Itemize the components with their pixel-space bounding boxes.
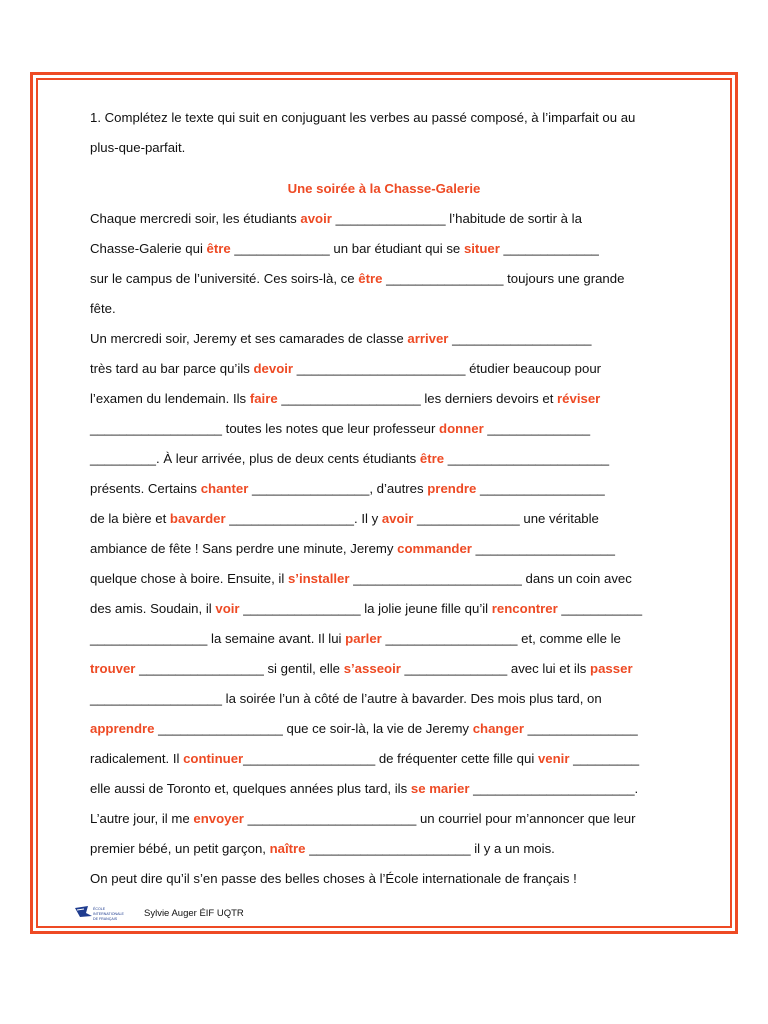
text-segment: __________________ et, comme elle le — [381, 631, 621, 646]
text-segment: __________________ de fréquenter cette fille qui — [243, 751, 538, 766]
verb-to-conjugate: être — [206, 241, 231, 256]
ecole-logo-icon — [74, 904, 130, 926]
text-segment: __________________ la soirée l’un à côté de l’autre à bavarder. Des mois plus tard, on — [90, 691, 602, 706]
text-segment: sur le campus de l’université. Ces soirs-là, ce — [90, 271, 359, 286]
text-segment: ______________ une véritable — [413, 511, 599, 526]
logo-text-line: ÉCOLE — [93, 907, 106, 911]
text-segment: _________________. Il y — [225, 511, 382, 526]
text-segment: radicalement. Il — [90, 751, 184, 766]
text-line — [90, 631, 621, 647]
verb-to-conjugate: rencontrer — [491, 601, 558, 616]
text-segment: l’examen du lendemain. Ils — [90, 391, 250, 406]
footer-author: Sylvie Auger ÉIF UQTR — [144, 908, 244, 919]
text-line — [90, 391, 600, 407]
text-line — [90, 211, 582, 227]
text-line — [90, 301, 116, 317]
text-line — [90, 601, 642, 617]
text-line — [90, 871, 577, 887]
verb-to-conjugate: changer — [472, 721, 524, 736]
text-segment: ______________ avec lui et ils — [400, 661, 591, 676]
verb-to-conjugate: parler — [345, 631, 382, 646]
verb-to-conjugate: avoir — [381, 511, 414, 526]
text-segment: L’autre jour, il me — [90, 811, 194, 826]
text-segment: de la bière et — [90, 511, 170, 526]
text-line — [90, 541, 615, 557]
text-segment: ______________________ — [444, 451, 610, 466]
verb-to-conjugate: se marier — [410, 781, 470, 796]
text-segment: _____________ — [499, 241, 599, 256]
text-segment: _________________ si gentil, elle — [135, 661, 344, 676]
logo-text-line: DE FRANÇAIS — [93, 917, 118, 921]
exercise-instruction-continued: plus-que-parfait. — [90, 140, 186, 155]
text-line — [90, 751, 639, 767]
verb-to-conjugate: naître — [269, 841, 306, 856]
text-segment: ________________ la jolie jeune fille qu’il — [239, 601, 492, 616]
text-segment: ___________________ les derniers devoirs et — [277, 391, 558, 406]
text-segment: ________________ la semaine avant. Il lui — [90, 631, 346, 646]
text-segment: _________________ — [476, 481, 605, 496]
text-segment: ___________________ — [448, 331, 592, 346]
verb-to-conjugate: voir — [215, 601, 240, 616]
text-title: Une soirée à la Chasse-Galerie — [287, 181, 481, 196]
verb-to-conjugate: situer — [463, 241, 500, 256]
text-segment: ___________ — [557, 601, 643, 616]
verb-to-conjugate: trouver — [90, 661, 136, 676]
verb-to-conjugate: passer — [590, 661, 633, 676]
logo-text-line: INTERNATIONALE — [93, 912, 124, 916]
text-line — [90, 661, 633, 677]
verb-to-conjugate: faire — [249, 391, 278, 406]
verb-to-conjugate: devoir — [253, 361, 294, 376]
text-segment: _____________ un bar étudiant qui se — [230, 241, 464, 256]
text-segment: On peut dire qu’il s’en passe des belles choses à l’École internationale de français ! — [90, 871, 577, 886]
verb-to-conjugate: continuer — [183, 751, 244, 766]
text-line — [90, 811, 636, 827]
verb-to-conjugate: envoyer — [193, 811, 244, 826]
text-segment: Chasse-Galerie qui — [90, 241, 207, 256]
verb-to-conjugate: s’asseoir — [343, 661, 401, 676]
text-segment: ______________________. — [469, 781, 639, 796]
verb-to-conjugate: s’installer — [287, 571, 350, 586]
text-segment: ________________ toujours une grande — [382, 271, 625, 286]
exercise-instruction: 1. Complétez le texte qui suit en conjuguant les verbes au passé composé, à l’imparfait ou au — [90, 110, 636, 125]
verb-to-conjugate: venir — [537, 751, 570, 766]
verb-to-conjugate: arriver — [407, 331, 449, 346]
verb-to-conjugate: chanter — [200, 481, 249, 496]
text-segment: ______________________ il y a un mois. — [305, 841, 555, 856]
text-segment: _______________ l’habitude de sortir à la — [331, 211, 582, 226]
text-segment: _______________________ étudier beaucoup pour — [293, 361, 602, 376]
page-border-inner — [36, 78, 732, 928]
text-segment: des amis. Soudain, il — [90, 601, 216, 616]
verb-to-conjugate: être — [419, 451, 445, 466]
text-line — [90, 571, 632, 587]
text-segment: Chaque mercredi soir, les étudiants — [90, 211, 301, 226]
text-line — [90, 361, 601, 377]
verb-to-conjugate: avoir — [300, 211, 332, 226]
text-line — [90, 721, 638, 737]
verb-to-conjugate: donner — [439, 421, 484, 436]
text-segment: _________ — [569, 751, 640, 766]
verb-to-conjugate: réviser — [557, 391, 601, 406]
verb-to-conjugate: être — [358, 271, 383, 286]
text-line — [90, 271, 624, 287]
text-line — [90, 511, 599, 527]
text-line — [90, 331, 591, 347]
verb-to-conjugate: commander — [397, 541, 472, 556]
verb-to-conjugate: apprendre — [90, 721, 155, 736]
text-line — [90, 241, 599, 257]
text-segment: ambiance de fête ! Sans perdre une minute, Jeremy — [90, 541, 398, 556]
text-segment: Un mercredi soir, Jeremy et ses camarades de classe — [90, 331, 408, 346]
text-segment: très tard au bar parce qu’ils — [90, 361, 254, 376]
text-line — [90, 841, 555, 857]
text-line — [90, 451, 609, 467]
text-segment: fête. — [90, 301, 116, 316]
text-line — [90, 691, 602, 707]
text-segment: quelque chose à boire. Ensuite, il — [90, 571, 288, 586]
text-line — [90, 421, 590, 437]
text-segment: elle aussi de Toronto et, quelques années plus tard, ils — [90, 781, 411, 796]
text-segment: ______________ — [483, 421, 591, 436]
text-line — [90, 481, 605, 497]
text-segment: _________________ que ce soir-là, la vie de Jeremy — [154, 721, 473, 736]
verb-to-conjugate: prendre — [427, 481, 477, 496]
text-segment: _________. À leur arrivée, plus de deux cents étudiants — [90, 451, 420, 466]
text-line — [90, 781, 638, 797]
text-segment: présents. Certains — [90, 481, 201, 496]
text-segment: _______________________ dans un coin avec — [349, 571, 632, 586]
text-segment: ___________________ — [471, 541, 615, 556]
text-segment: _______________ — [524, 721, 638, 736]
verb-to-conjugate: bavarder — [169, 511, 226, 526]
text-segment: ________________, d’autres — [248, 481, 428, 496]
text-segment: premier bébé, un petit garçon, — [90, 841, 270, 856]
text-segment: _______________________ un courriel pour m’annoncer que leur — [243, 811, 636, 826]
text-segment: __________________ toutes les notes que leur professeur — [90, 421, 440, 436]
